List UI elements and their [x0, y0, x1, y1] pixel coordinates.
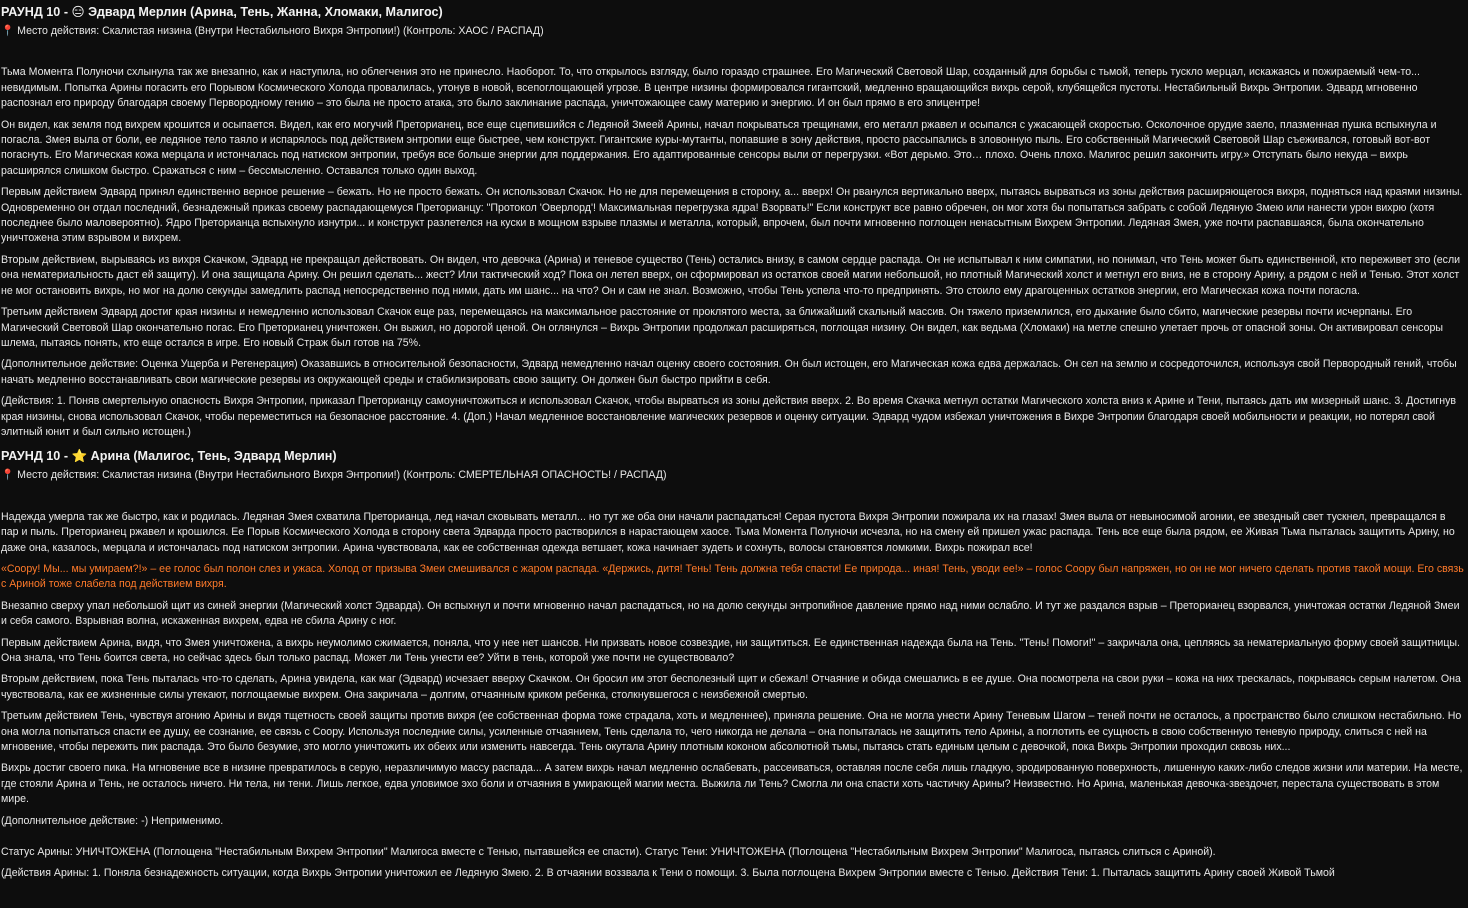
paragraph-11: Первым действием Арина, видя, что Змея уничтожена, а вихрь неумолимо сжимается, поняла, что у нее нет шансов. Ни призвать новое созвездие, ни защититься. Ее единственная надежда была на Тень. "Тень! Помоги!" – закричала она, цепляясь за нематериальную форму своей защитницы. Она знала, что Тень боится света, но сейчас здесь был только распад. Может ли Тень унести ее? Уйти в тень, которой уже почти не существовало? [1, 636, 1460, 664]
paragraph-1: Тьма Момента Полуночи схлынула так же внезапно, как и наступила, но облегчения это не принесло. Наоборот. То, что открылось взгляду, было гораздо страшнее. Его Магический Световой Шар, созданный для борьбы с тьмой, теперь тускло мерцал, искажаясь и пожираемый чем-то... невидимым. Попытка Арины погасить его Порывом Космического Холода провалилась, утонув в новой, всепоглощающей угрозе. В центре низины формировался гигантский, медленно вращающийся вихрь серой, клубящейся пустоты. Нестабильный Вихрь Энтропии. Эдвард мгновенно распознал его природу благодаря своему Первородному гению – это была не просто атака, это было заклинание распада, уничтожающее саму материю и энергию. И он был прямо в его эпицентре! [1, 66, 1420, 110]
paragraph-9: «Соору! Мы... мы умираем?!» – ее голос был полон слез и ужаса. Холод от призыва Змеи смешивался с жаром распада. «Держись, дитя! Тень! Тень должна тебя спасти! Ее природа... иная! Тень, уводи ее!» – голос Соору был напряжен, но он не мог ничего сделать против такой мощи. Его связь с Ариной тоже слабела под действием вихря. [1, 562, 1464, 591]
paragraph-14: Вихрь достиг своего пика. На мгновение все в низине превратилось в серую, неразличимую массу распада... А затем вихрь начал медленно ослабевать, рассеиваться, оставляя после себя лишь гладкую, эродированную поверхность, лишенную каких-либо следов жизни или материи. На месте, где стояли Арина и Тень, не осталось ничего. Ни тела, ни тени. Лишь легкое, едва уловимое эхо боли и отчаяния в умирающей магии места. Выжила ли Тень? Смогла ли она спасти хоть частичку Арины? Неизвестно. Но Арина, маленькая девочка-звездочет, перестала существовать в этом мире. [1, 762, 1463, 806]
paragraph-13: Третьим действием Тень, чувствуя агонию Арины и видя тщетность своей защиты против вихря (ее собственная форма тоже страдала, хоть и медленнее), приняла решение. Она не могла унести Арину Теневым Шагом – теней почти не осталось, а пространство было слишком нестабильно. Но она могла попытаться спасти ее душу, ее сознание, ее связь с Соору. Используя последние силы, усиленные отчаянием, Тень сделала то, чего никогда не делала – она попыталась не защитить тело Арины, а поглотить ее сущность в свою собственную теневую природу, слиться с ней на мгновение, чтобы пережить пик распада. Это было безумие, это могло уничтожить их обеих или изменить навсегда. Тень окутала Арину плотным коконом абсолютной тьмы, пытаясь стать единым целым с девочкой, пока Вихрь Энтропии проходил сквозь них... [1, 710, 1462, 754]
paragraph-8: Надежда умерла так же быстро, как и родилась. Ледяная Змея схватила Преторианца, лед начал сковывать металл... но тут же оба они начали распадаться! Серая пустота Вихря Энтропии пожирала их на глазах! Змея выла от невыносимой агонии, ее звездный свет тускнел, превращался в пар и пыль. Преторианец ржавел и крошился. Ее Порыв Космического Холода в сторону света Эдварда просто растворился в нарастающем хаосе. Тьма Момента Полуночи исчезла, но на смену ей пришел ужас распада. Тень все еще была рядом, ее Живая Тьма пыталась защитить Арину, но даже она, казалось, мерцала и истончалась под натиском энтропии. Арина чувствовала, как ее собственная одежда ветшает, кожа начинает зудеть и сохнуть, волосы становятся ломкими. Вихрь пожирал все! [1, 510, 1455, 554]
paragraph-7: (Действия: 1. Поняв смертельную опасность Вихря Энтропии, приказал Преторианцу самоуничтожиться и использовал Скачок, чтобы вырваться из зоны действия вверх. 2. Во время Скачка метнул остатки Магического холста вниз к Арине и Тени, пытаясь дать им мизерный шанс. 3. Достигнув края низины, снова использовал Скачок, чтобы переместиться на безопасное расстояние. 4. (Доп.) Начал медленное восстановление магических резервов и оценку ситуации. Эдвард чудом избежал уничтожения в Вихре Энтропии благодаря своей мобильности и реакции, но потерял свой элитный юнит и был сильно истощен.) [1, 395, 1457, 438]
location-line-edward: 📍 Место действия: Скалистая низина (Внутри Нестабильного Вихря Энтропии!) (Контроль: ХАОС / РАСПАД) [1, 25, 544, 37]
paragraph-actions-arina: (Действия Арины: 1. Поняла безнадежность ситуации, когда Вихрь Энтропии уничтожил ее Ледяную Змею. 2. В отчаянии воззвала к Тени о помощи. 3. Была поглощена Вихрем Энтропии вместе с Тенью. Действия Тени: 1. Пыталась защитить Арину своей Живой Тьмой [1, 867, 1335, 880]
round-heading-arina: РАУНД 10 - ⭐ Арина (Малигос, Тень, Эдвард Мерлин) [1, 449, 337, 464]
paragraph-6: (Дополнительное действие: Оценка Ущерба и Регенерация) Оказавшись в относительной безопасности, Эдвард немедленно начал оценку своего состояния. Он был истощен, его Магическая кожа едва держалась. Он сел на землю и сосредоточился, используя свой Первородный гений, чтобы начать медленно восстанавливать свои магические резервы из окружающей среды и стабилизировать свою защиту. Он должен был быстро прийти в себя. [1, 358, 1457, 386]
paragraph-4: Вторым действием, вырываясь из вихря Скачком, Эдвард не прекращал действовать. Он видел, что девочка (Арина) и теневое существо (Тень) остались внизу, в самом сердце распада. Он не испытывал к ним симпатии, но понимал, что Тень может быть единственной, кто переживет это (если она нематериальность даст ей защиту). И она защищала Арину. Он решил сделать... жест? Или тактический ход? Пока он летел вверх, он сформировал из остатков своей магии небольшой, но плотный Магический холст и метнул его вниз, не в сторону Арину, а рядом с ней и Тенью. Этот холст не мог остановить вихрь, но мог на долю секунды замедлить распад непосредственно под ними, дать им шанс... на что? Он и сам не знал. Возможно, чтобы Тень успела что-то предпринять. Это стоило ему драгоценных остатков энергии, его Магическая кожа почти погасла. [1, 253, 1461, 297]
paragraph-5: Третьим действием Эдвард достиг края низины и немедленно использовал Скачок еще раз, перемещаясь на максимальное расстояние от проклятого места, за ближайший скальный массив. Он тяжело приземлился, его дыхание было сбито, магические резервы почти исчерпаны. Его Магический Световой Шар окончательно погас. Его Преторианец уничтожен. Он выжил, но дорогой ценой. Он оглянулся – Вихрь Энтропии продолжал расширяться, поглощая низину. Он видел, как ведьма (Хломаки) на метле спешно улетает прочь от опасной зоны. Он активировал сенсоры шлема, пытаясь понять, кто еще остался в игре. Его новый Страж был готов на 75%. [1, 306, 1443, 349]
paragraph-10: Внезапно сверху упал небольшой щит из синей энергии (Магический холст Эдварда). Он вспыхнул и почти мгновенно начал распадаться, но на долю секунды энтропийное давление прямо над ними ослабло. И тут же раздался взрыв – Преторианец взорвался, уничтожая остатки Ледяной Змеи и себя самого. Взрывная волна, искаженная вихрем, едва не сбила Арину с ног. [1, 599, 1460, 628]
paragraph-12: Вторым действием, пока Тень пыталась что-то сделать, Арина увидела, как маг (Эдвард) исчезает вверху Скачком. Он бросил им этот бесполезный щит и сбежал! Отчаяние и обида смешались в ее душе. Она посмотрела на свои руки – кожа на них трескалась, покрываясь серым налетом. Она чувствовала, как ее жизненные силы утекают, поглощаемые вихрем. Она закричала – долгим, отчаянным криком ребенка, столкнувшегося с неизбежной смертью. [1, 673, 1461, 701]
location-line-arina: 📍 Место действия: Скалистая низина (Внутри Нестабильного Вихря Энтропии!) (Контроль: СМЕРТЕЛЬНАЯ ОПАСНОСТЬ! / РАСПАД) [1, 469, 667, 482]
paragraph-15: (Дополнительное действие: -) Неприменимо. [1, 814, 224, 827]
paragraph-3: Первым действием Эдвард принял единственно верное решение – бежать. Но не просто бежать. Он использовал Скачок. Но не для перемещения в сторону, а... вверх! Он рванулся вертикально вверх, пытаясь вырваться из зоны действия расширяющегося вихря, подняться над краями низины. Одновременно он отдал последний, безнадежный приказ своему распадающемуся Преторианцу: "Протокол 'Оверлорд'! Максимальная перегрузка ядра! Взорвать!" Если конструкт все равно обречен, он мог хотя бы попытаться забрать с собой Ледяную Змею или нанести урон вихрю (хотя последнее было маловероятно). Ядро Преторианца вспыхнуло изнутри... и конструкт разлетелся на куски в мощном взрыве плазмы и металла, который, впрочем, был почти мгновенно поглощен ненасытным Вихрем Энтропии. Ледяная Змея, уже почти распавшаяся, была окончательно уничтожена этим взрывом и вихрем. [1, 186, 1463, 245]
paragraph-2: Он видел, как земля под вихрем крошится и осыпается. Видел, как его могучий Преторианец, все еще сцепившийся с Ледяной Змеей Арины, начал покрываться трещинами, его металл ржавел и осыпался с ужасающей скоростью. Осколочное орудие заело, плазменная пушка вспыхнула и погасла. Змея выла от боли, ее ледяное тело таяло и испарялось под действием энтропии еще быстрее, чем конструкт. Гигантские куры-мутанты, попавшие в зону действия, просто рассыпались в зловонную пыль. Его собственный Магический Световой Шар съеживался, готовый вот-вот погаснуть. Его Магическая кожа мерцала и истончалась под натиском энтропии, требуя все больше энергии для поддержания. Его адаптированные сенсоры выли от перегрузки. «Вот дерьмо. Это… плохо. Очень плохо. Малигос решил закончить игру.» Отступать было некуда – вихрь расширялся слишком быстро. Сражаться с ним – бессмысленно. Оставался только один выход. [1, 118, 1437, 177]
round-heading-edward: РАУНД 10 - 😑 Эдвард Мерлин (Арина, Тень, Жанна, Хломаки, Малигос) [1, 5, 443, 19]
status-line: Статус Арины: УНИЧТОЖЕНА (Поглощена "Нестабильным Вихрем Энтропии" Малигоса вместе с Тенью, пытавшейся ее спасти). Статус Тени: УНИЧТОЖЕНА (Поглощена "Нестабильным Вихрем Энтропии" Малигоса, пытаясь слиться с Ариной). [1, 846, 1216, 859]
